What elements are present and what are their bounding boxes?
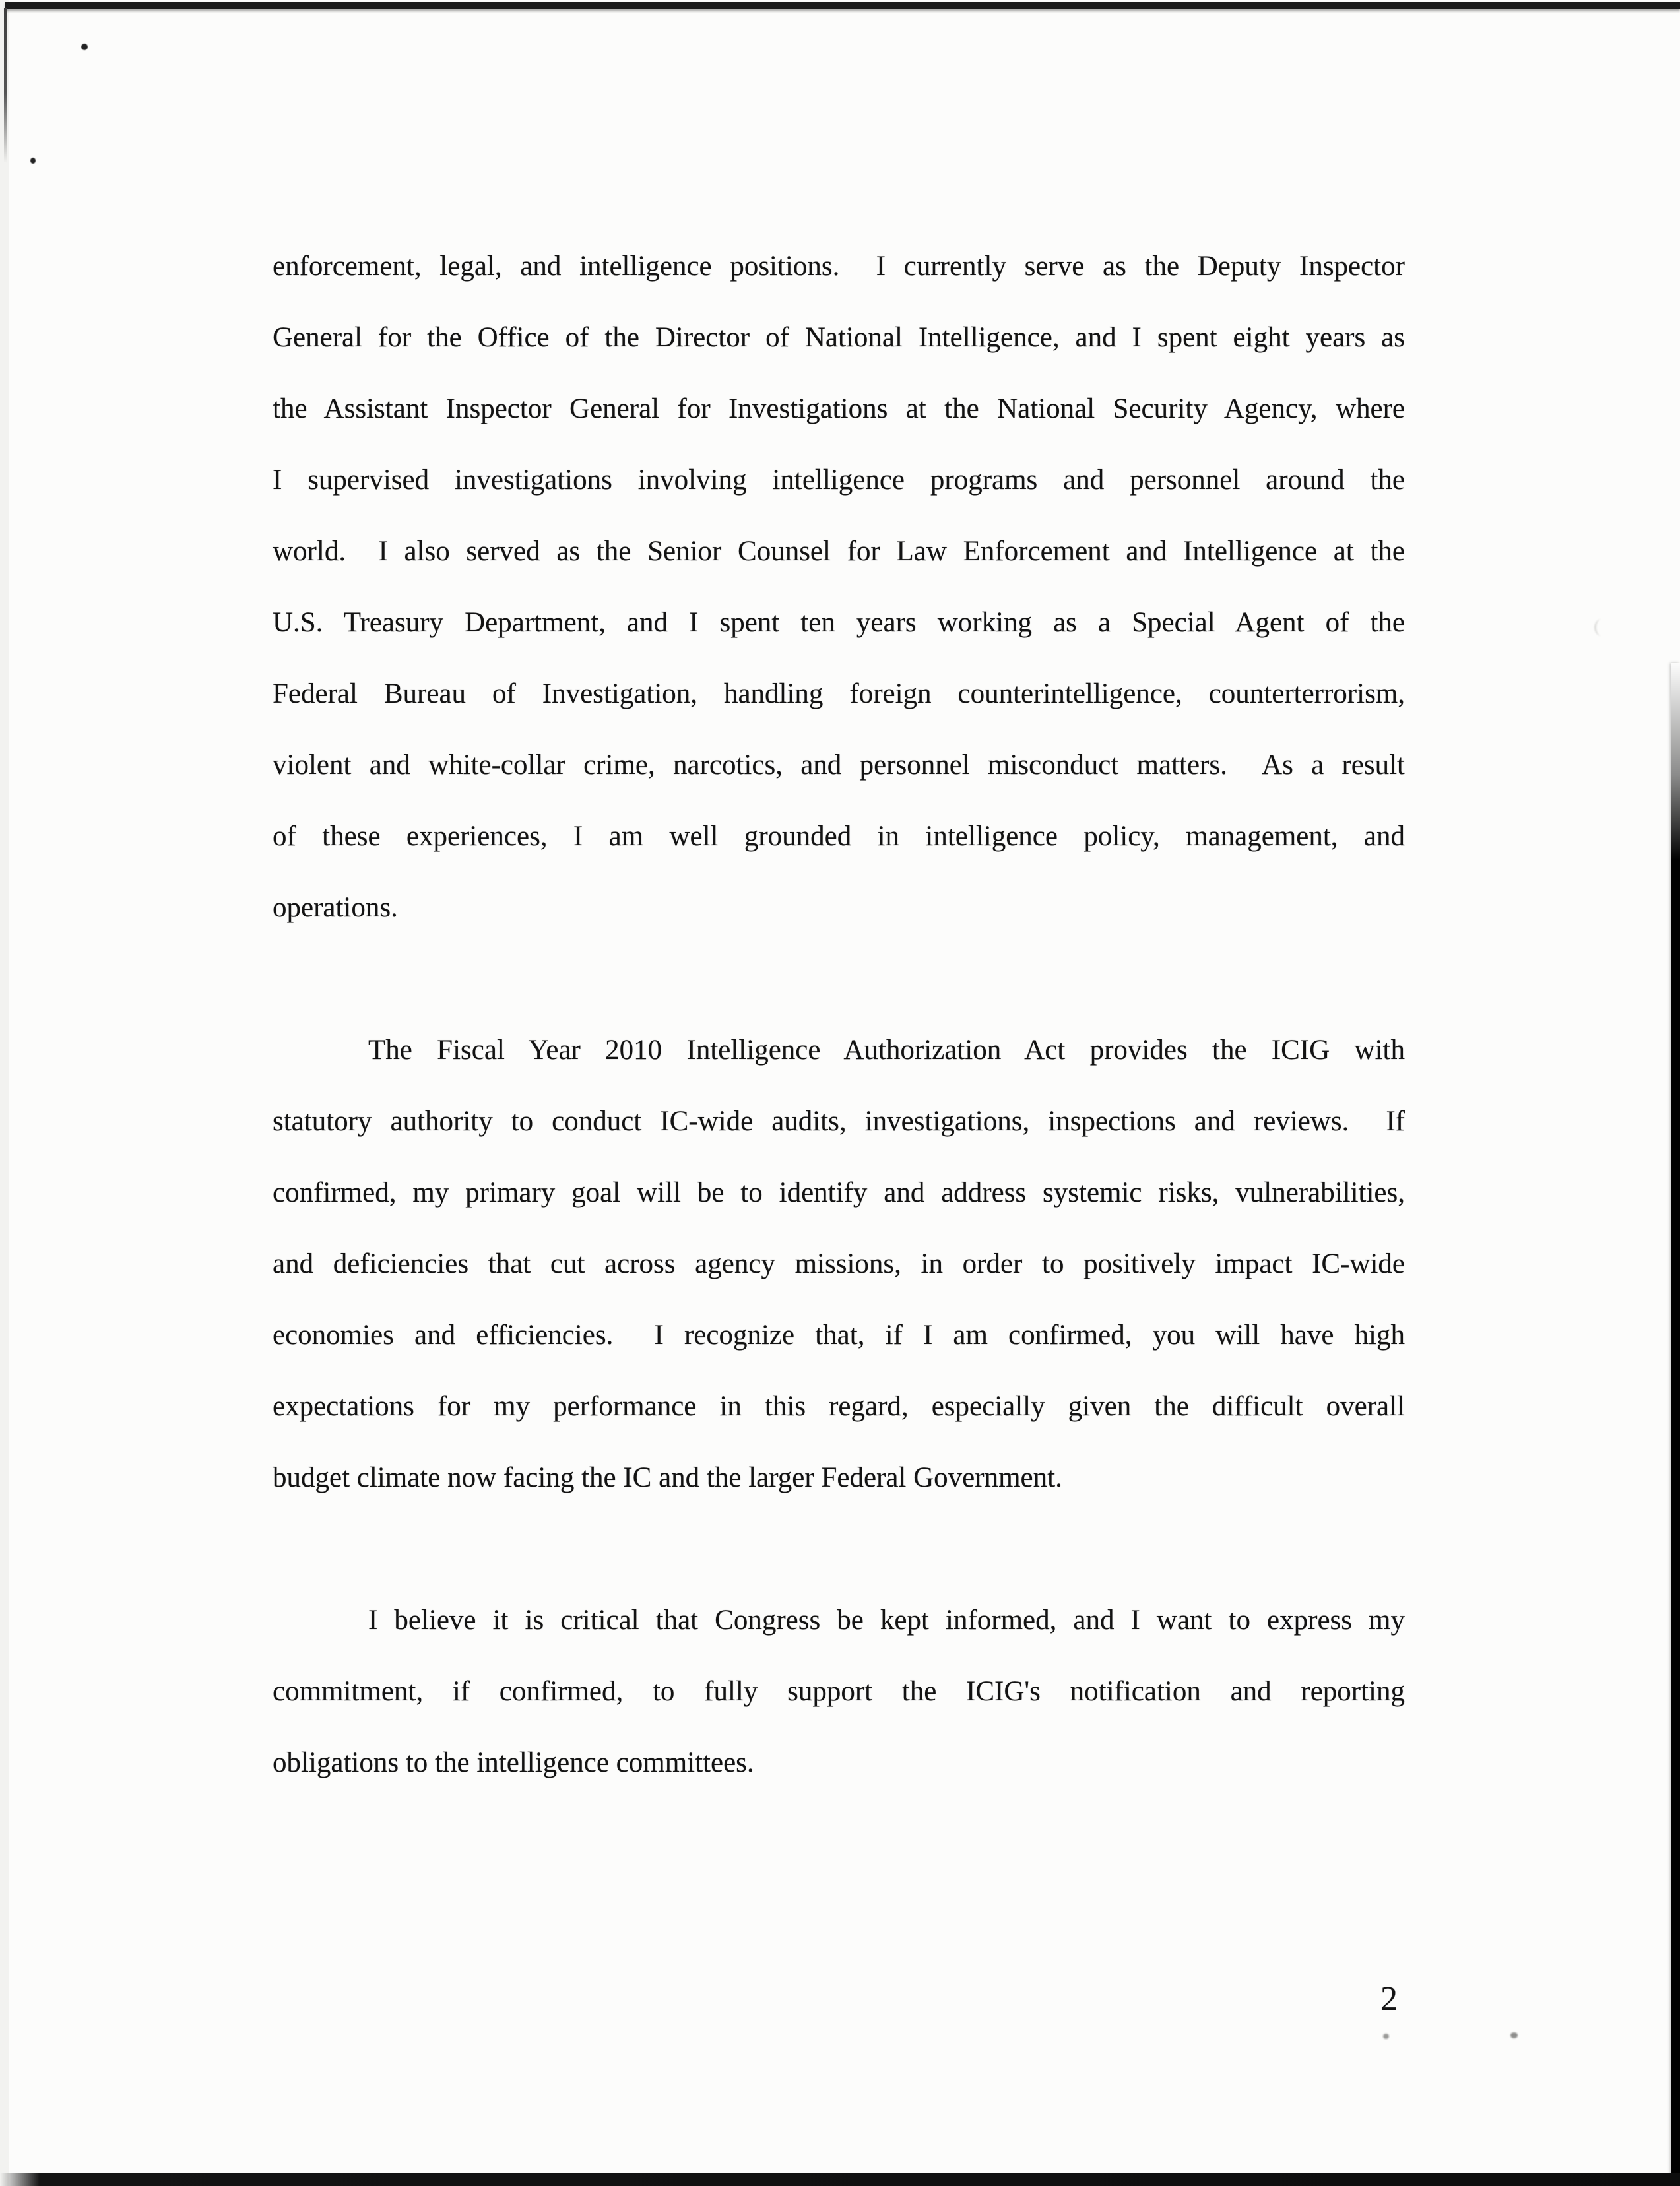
scan-edge-left [4, 8, 7, 163]
scan-smudge [1594, 619, 1609, 636]
scan-edge-bottom [0, 2173, 1680, 2186]
scan-edge-right [1671, 663, 1680, 2186]
text-line: operations. [273, 892, 398, 923]
text-line: statutory authority to conduct IC-wide audits, investigations, inspections and reviews. If [273, 1106, 1405, 1137]
text-line: Federal Bureau of Investigation, handling foreign counterintelligence, counterterrorism, [273, 678, 1405, 709]
page-number: 2 [1380, 1980, 1398, 2018]
text-line: world. I also served as the Senior Counsel for Law Enforcement and Intelligence at the [273, 536, 1405, 567]
scan-speck [81, 44, 88, 50]
paragraph [273, 1015, 1405, 1514]
scan-left-tone [0, 0, 9, 2186]
text-line: obligations to the intelligence committees. [273, 1747, 754, 1778]
text-line: budget climate now facing the IC and the larger Federal Government. [273, 1462, 1062, 1493]
text-line: confirmed, my primary goal will be to identify and address systemic risks, vulnerabilities, [273, 1177, 1405, 1208]
scan-speck [1510, 2032, 1518, 2038]
text-line: General for the Office of the Director of National Intelligence, and I spent eight years as [273, 322, 1405, 353]
text-line: U.S. Treasury Department, and I spent ten years working as a Special Agent of the [273, 607, 1405, 638]
scan-speck [1383, 2034, 1389, 2039]
text-line: of these experiences, I am well grounded in intelligence policy, management, and [273, 821, 1405, 852]
text-line: enforcement, legal, and intelligence positions. I currently serve as the Deputy Inspector [273, 251, 1405, 282]
paragraph [273, 231, 1405, 944]
text-line: I believe it is critical that Congress be kept informed, and I want to express my [368, 1605, 1405, 1636]
text-line: I supervised investigations involving intelligence programs and personnel around the [273, 465, 1405, 496]
text-line: and deficiencies that cut across agency missions, in order to positively impact IC-wide [273, 1248, 1405, 1279]
text-line: economies and efficiencies. I recognize that, if I am confirmed, you will have high [273, 1320, 1405, 1351]
text-line: violent and white-collar crime, narcotics, and personnel misconduct matters. As a result [273, 750, 1405, 781]
scan-speck [30, 158, 36, 164]
text-block [273, 231, 1405, 1799]
text-line: The Fiscal Year 2010 Intelligence Authorization Act provides the ICIG with [368, 1035, 1405, 1066]
paragraph [273, 1585, 1405, 1799]
text-line: the Assistant Inspector General for Investigations at the National Security Agency, where [273, 393, 1405, 424]
scan-edge-top [5, 2, 1680, 9]
text-line: expectations for my performance in this regard, especially given the difficult overall [273, 1391, 1405, 1422]
text-line: commitment, if confirmed, to fully support the ICIG's notification and reporting [273, 1676, 1405, 1707]
